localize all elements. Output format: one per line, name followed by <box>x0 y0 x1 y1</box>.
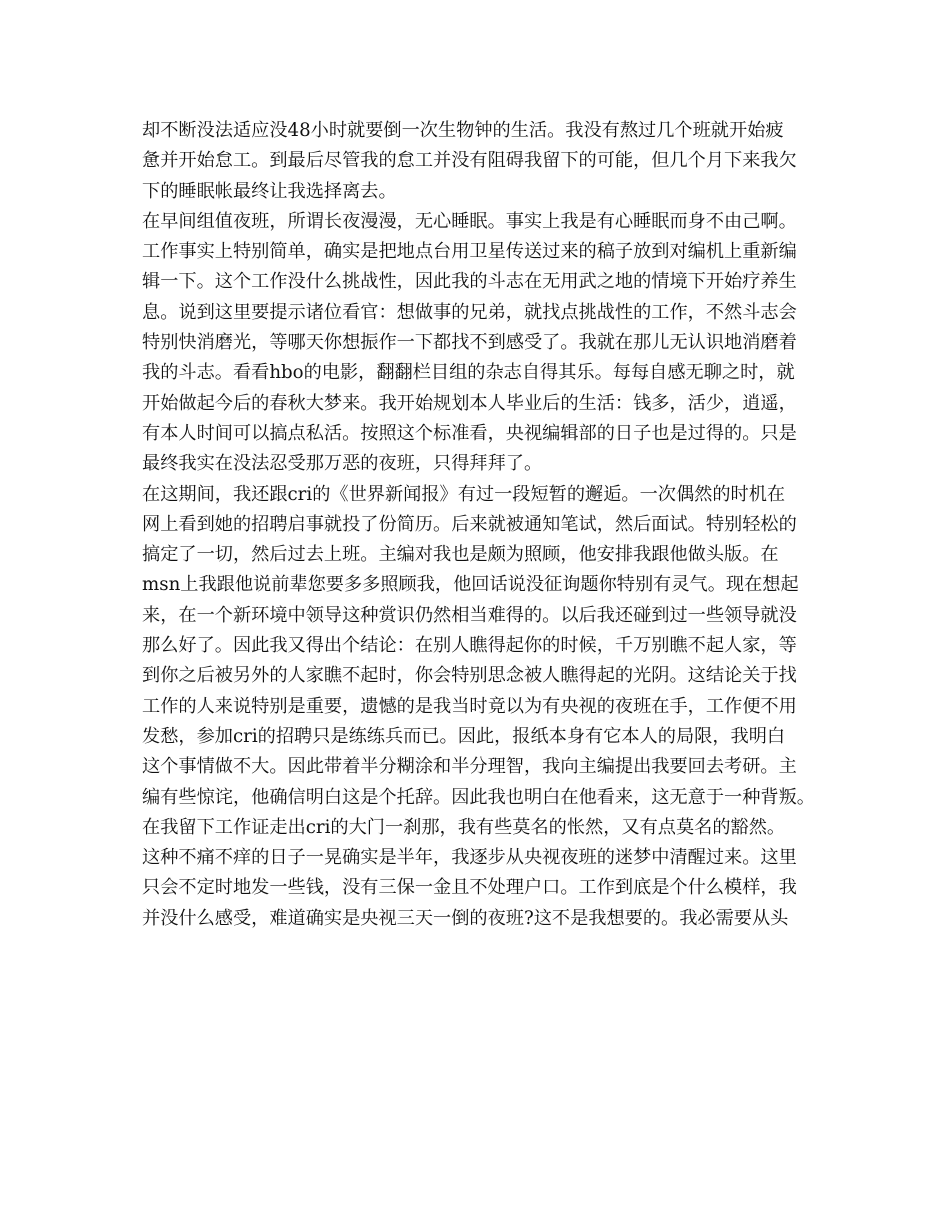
text-line: 网上看到她的招聘启事就投了份简历。后来就被通知笔试，然后面试。特别轻松的 <box>142 513 797 535</box>
text-line: 只会不定时地发一些钱，没有三保一金且不处理户口。工作到底是个什么模样，我 <box>142 877 797 899</box>
document-page <box>142 116 832 934</box>
text-line: 并没什么感受，难道确实是央视三天一倒的夜班?这不是我想要的。我必需要从头 <box>142 907 789 929</box>
text-line: 我的斗志。看看hbo的电影，翻翻栏目组的杂志自得其乐。每每自感无聊之时，就 <box>142 362 795 384</box>
text-line: 来，在一个新环境中领导这种赏识仍然相当难得的。以后我还碰到过一些领导就没 <box>142 604 797 626</box>
text-line: 最终我实在没法忍受那万恶的夜班，只得拜拜了。 <box>142 453 543 475</box>
text-line: 这种不痛不痒的日子一晃确实是半年，我逐步从央视夜班的迷梦中清醒过来。这里 <box>142 847 797 869</box>
text-line: 特别快消磨光，等哪天你想振作一下都找不到感受了。我就在那儿无认识地消磨着 <box>142 332 797 354</box>
text-line: 却不断没法适应没48小时就要倒一次生物钟的生活。我没有熬过几个班就开始疲 <box>142 120 784 141</box>
text-line: 在我留下工作证走出cri的大门一刹那，我有些莫名的怅然，又有点莫名的豁然。 <box>142 816 786 838</box>
text-line: 辑一下。这个工作没什么挑战性，因此我的斗志在无用武之地的情境下开始疗养生 <box>142 271 797 293</box>
text-line: 发愁，参加cri的招聘只是练练兵而已。因此，报纸本身有它本人的局限，我明白 <box>142 725 786 747</box>
text-line: 那么好了。因此我又得出个结论：在别人瞧得起你的时候，千万别瞧不起人家，等 <box>142 635 797 657</box>
text-line: 息。说到这里要提示诸位看官：想做事的兄弟，就找点挑战性的工作，不然斗志会 <box>142 301 797 323</box>
text-line: 到你之后被另外的人家瞧不起时，你会特别思念被人瞧得起的光阴。这结论关于找 <box>142 665 797 687</box>
text-line: 有本人时间可以搞点私活。按照这个标准看，央视编辑部的日子也是过得的。只是 <box>142 422 797 444</box>
text-line: 在这期间，我还跟cri的《世界新闻报》有过一段短暂的邂逅。一次偶然的时机在 <box>142 483 786 505</box>
text-line: 编有些惊诧，他确信明白这是个托辞。因此我也明白在他看来，这无意于一种背叛。 <box>142 786 815 808</box>
text-line: 工作的人来说特别是重要，遗憾的是我当时竟以为有央视的夜班在手，工作便不用 <box>142 695 797 717</box>
text-line: 搞定了一切，然后过去上班。主编对我也是颇为照顾，他安排我跟他做头版。在 <box>142 544 779 566</box>
text-line: 惫并开始怠工。到最后尽管我的怠工并没有阻碍我留下的可能，但几个月下来我欠 <box>142 150 797 172</box>
text-line: 开始做起今后的春秋大梦来。我开始规划本人毕业后的生活：钱多，活少，逍遥， <box>142 392 797 414</box>
text-line: 在早间组值夜班，所谓长夜漫漫，无心睡眠。事实上我是有心睡眠而身不由己啊。 <box>142 210 797 232</box>
text-line: 工作事实上特别简单，确实是把地点台用卫星传送过来的稿子放到对编机上重新编 <box>142 241 797 263</box>
text-line: 这个事情做不大。因此带着半分糊涂和半分理智，我向主编提出我要回去考研。主 <box>142 756 797 778</box>
text-line: 下的睡眠帐最终让我选择离去。 <box>142 180 397 202</box>
text-line: msn上我跟他说前辈您要多多照顾我，他回话说没征询题你特别有灵气。现在想起 <box>142 574 799 596</box>
